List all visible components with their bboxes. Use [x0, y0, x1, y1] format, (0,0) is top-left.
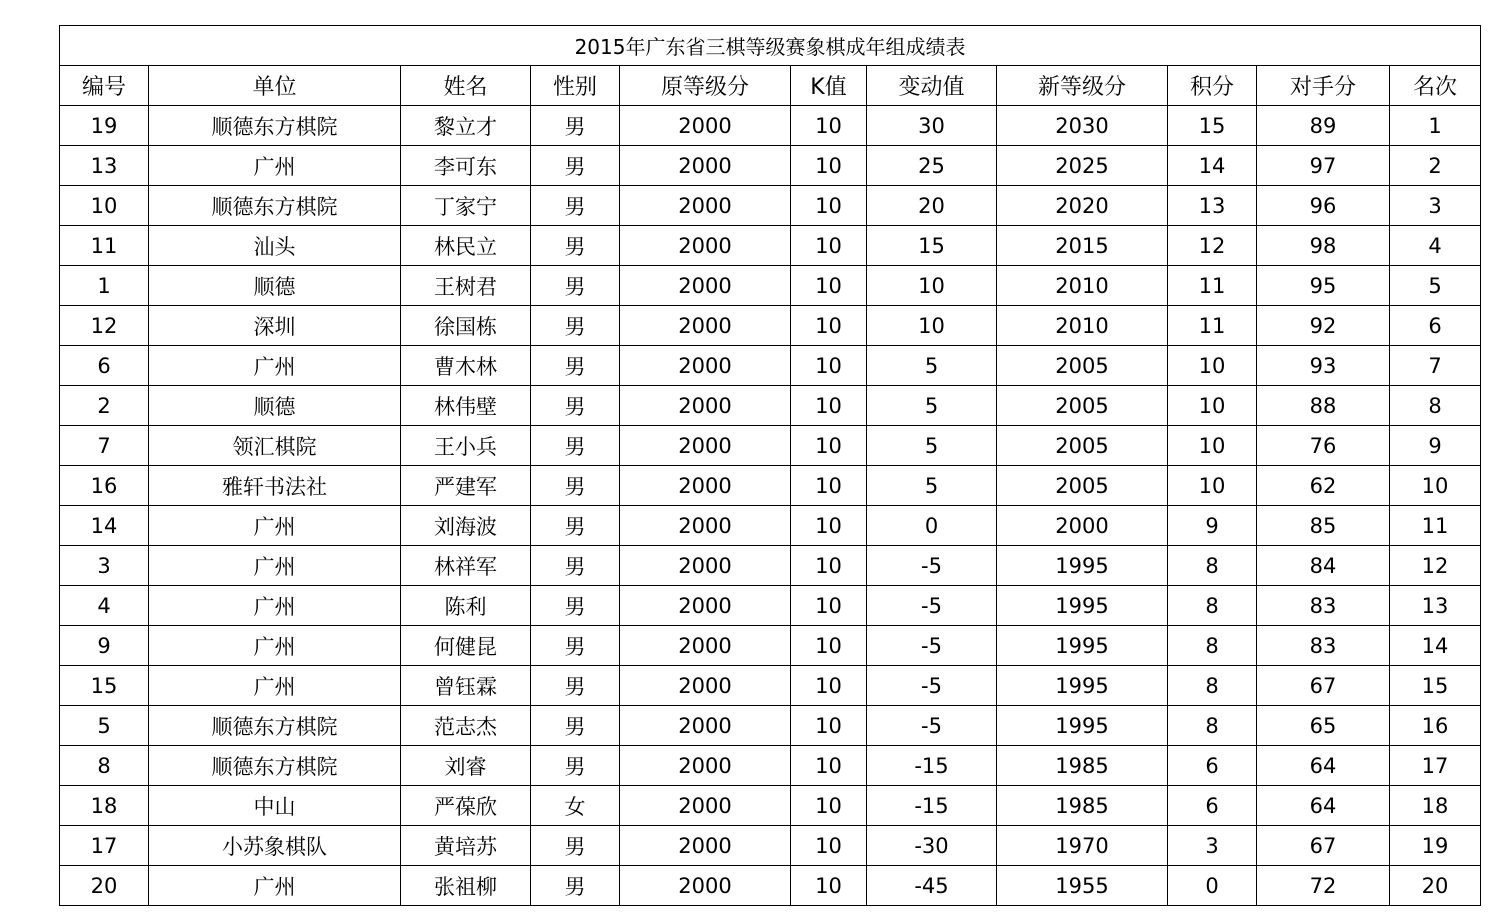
table-row	[60, 666, 1481, 706]
cell-name: 王树君	[401, 266, 531, 306]
cell-name: 刘睿	[401, 746, 531, 786]
cell-name: 黄培苏	[401, 826, 531, 866]
cell-id: 19	[60, 106, 149, 146]
table-row	[60, 866, 1481, 906]
cell-unit: 广州	[149, 546, 401, 586]
cell-name: 林民立	[401, 226, 531, 266]
results-table	[59, 25, 1481, 906]
table-row	[60, 506, 1481, 546]
cell-points: 8	[1168, 666, 1257, 706]
table-row	[60, 626, 1481, 666]
cell-gender: 男	[531, 666, 620, 706]
cell-k-value: 10	[791, 386, 867, 426]
cell-points: 6	[1168, 746, 1257, 786]
cell-gender: 男	[531, 466, 620, 506]
cell-id: 4	[60, 586, 149, 626]
table-row	[60, 546, 1481, 586]
cell-rank: 1	[1390, 106, 1481, 146]
cell-new-rating: 2020	[997, 186, 1168, 226]
cell-new-rating: 1995	[997, 666, 1168, 706]
table-row	[60, 826, 1481, 866]
cell-rating-change: -5	[867, 666, 997, 706]
header-row	[60, 66, 1481, 106]
cell-gender: 男	[531, 626, 620, 666]
results-body	[60, 106, 1481, 906]
cell-new-rating: 2025	[997, 146, 1168, 186]
cell-gender: 男	[531, 586, 620, 626]
cell-points: 8	[1168, 586, 1257, 626]
cell-points: 8	[1168, 706, 1257, 746]
cell-opponent-score: 92	[1257, 306, 1390, 346]
cell-k-value: 10	[791, 786, 867, 826]
cell-new-rating: 1985	[997, 786, 1168, 826]
cell-rating-change: 30	[867, 106, 997, 146]
cell-rating-change: 10	[867, 306, 997, 346]
table-row	[60, 386, 1481, 426]
cell-k-value: 10	[791, 346, 867, 386]
cell-rating-change: 5	[867, 466, 997, 506]
cell-name: 曾钰霖	[401, 666, 531, 706]
cell-rank: 17	[1390, 746, 1481, 786]
cell-new-rating: 1985	[997, 746, 1168, 786]
cell-opponent-score: 72	[1257, 866, 1390, 906]
cell-name: 徐国栋	[401, 306, 531, 346]
cell-opponent-score: 97	[1257, 146, 1390, 186]
cell-name: 刘海波	[401, 506, 531, 546]
cell-unit: 顺德	[149, 266, 401, 306]
column-header-k-value: K值	[791, 66, 867, 106]
cell-unit: 顺德东方棋院	[149, 746, 401, 786]
cell-gender: 男	[531, 226, 620, 266]
cell-name: 陈利	[401, 586, 531, 626]
cell-name: 林伟壁	[401, 386, 531, 426]
cell-original-rating: 2000	[620, 346, 791, 386]
cell-points: 12	[1168, 226, 1257, 266]
column-header-original-rating: 原等级分	[620, 66, 791, 106]
table-title: 2015年广东省三棋等级赛象棋成年组成绩表	[60, 26, 1481, 66]
cell-original-rating: 2000	[620, 866, 791, 906]
cell-name: 范志杰	[401, 706, 531, 746]
cell-gender: 男	[531, 426, 620, 466]
column-header-rating-change: 变动值	[867, 66, 997, 106]
table-row	[60, 706, 1481, 746]
cell-k-value: 10	[791, 546, 867, 586]
cell-rank: 14	[1390, 626, 1481, 666]
cell-k-value: 10	[791, 586, 867, 626]
cell-original-rating: 2000	[620, 746, 791, 786]
cell-points: 9	[1168, 506, 1257, 546]
cell-unit: 广州	[149, 626, 401, 666]
cell-new-rating: 1955	[997, 866, 1168, 906]
cell-points: 10	[1168, 466, 1257, 506]
cell-points: 10	[1168, 346, 1257, 386]
table-row	[60, 266, 1481, 306]
cell-rank: 10	[1390, 466, 1481, 506]
column-header-unit: 单位	[149, 66, 401, 106]
cell-unit: 中山	[149, 786, 401, 826]
cell-rating-change: 5	[867, 346, 997, 386]
cell-gender: 男	[531, 306, 620, 346]
cell-k-value: 10	[791, 226, 867, 266]
cell-new-rating: 1995	[997, 546, 1168, 586]
cell-rank: 18	[1390, 786, 1481, 826]
cell-id: 17	[60, 826, 149, 866]
cell-opponent-score: 93	[1257, 346, 1390, 386]
cell-gender: 男	[531, 866, 620, 906]
cell-unit: 广州	[149, 586, 401, 626]
cell-gender: 女	[531, 786, 620, 826]
cell-opponent-score: 64	[1257, 746, 1390, 786]
cell-opponent-score: 84	[1257, 546, 1390, 586]
cell-k-value: 10	[791, 306, 867, 346]
cell-original-rating: 2000	[620, 826, 791, 866]
cell-rating-change: 15	[867, 226, 997, 266]
cell-rating-change: 5	[867, 386, 997, 426]
cell-rating-change: -15	[867, 746, 997, 786]
cell-rank: 16	[1390, 706, 1481, 746]
cell-id: 2	[60, 386, 149, 426]
cell-rank: 19	[1390, 826, 1481, 866]
column-header-opponent-score: 对手分	[1257, 66, 1390, 106]
cell-name: 林祥军	[401, 546, 531, 586]
title-row	[60, 26, 1481, 66]
cell-opponent-score: 98	[1257, 226, 1390, 266]
column-header-id: 编号	[60, 66, 149, 106]
table-row	[60, 426, 1481, 466]
cell-points: 8	[1168, 626, 1257, 666]
cell-original-rating: 2000	[620, 226, 791, 266]
cell-rank: 15	[1390, 666, 1481, 706]
cell-original-rating: 2000	[620, 186, 791, 226]
cell-name: 曹木林	[401, 346, 531, 386]
cell-original-rating: 2000	[620, 386, 791, 426]
table-row	[60, 186, 1481, 226]
cell-gender: 男	[531, 106, 620, 146]
cell-unit: 广州	[149, 506, 401, 546]
table-row	[60, 146, 1481, 186]
cell-new-rating: 2005	[997, 466, 1168, 506]
cell-new-rating: 1970	[997, 826, 1168, 866]
cell-k-value: 10	[791, 266, 867, 306]
cell-rating-change: -5	[867, 546, 997, 586]
cell-unit: 小苏象棋队	[149, 826, 401, 866]
cell-rank: 12	[1390, 546, 1481, 586]
cell-original-rating: 2000	[620, 706, 791, 746]
cell-name: 王小兵	[401, 426, 531, 466]
cell-rating-change: 10	[867, 266, 997, 306]
cell-points: 14	[1168, 146, 1257, 186]
cell-id: 18	[60, 786, 149, 826]
cell-points: 10	[1168, 426, 1257, 466]
cell-points: 11	[1168, 266, 1257, 306]
table-row	[60, 786, 1481, 826]
cell-opponent-score: 83	[1257, 626, 1390, 666]
cell-k-value: 10	[791, 186, 867, 226]
cell-rating-change: 0	[867, 506, 997, 546]
cell-rank: 6	[1390, 306, 1481, 346]
table-row	[60, 306, 1481, 346]
cell-id: 15	[60, 666, 149, 706]
cell-unit: 汕头	[149, 226, 401, 266]
cell-rating-change: -5	[867, 706, 997, 746]
cell-id: 11	[60, 226, 149, 266]
cell-id: 5	[60, 706, 149, 746]
cell-k-value: 10	[791, 106, 867, 146]
cell-points: 13	[1168, 186, 1257, 226]
cell-unit: 顺德东方棋院	[149, 106, 401, 146]
cell-rank: 3	[1390, 186, 1481, 226]
cell-points: 11	[1168, 306, 1257, 346]
cell-new-rating: 2015	[997, 226, 1168, 266]
cell-original-rating: 2000	[620, 586, 791, 626]
results-sheet	[59, 25, 1480, 906]
cell-opponent-score: 76	[1257, 426, 1390, 466]
cell-name: 丁家宁	[401, 186, 531, 226]
cell-opponent-score: 89	[1257, 106, 1390, 146]
cell-name: 何健昆	[401, 626, 531, 666]
cell-gender: 男	[531, 506, 620, 546]
cell-opponent-score: 62	[1257, 466, 1390, 506]
cell-k-value: 10	[791, 626, 867, 666]
cell-new-rating: 2000	[997, 506, 1168, 546]
cell-unit: 顺德东方棋院	[149, 706, 401, 746]
cell-new-rating: 1995	[997, 586, 1168, 626]
cell-new-rating: 1995	[997, 626, 1168, 666]
cell-original-rating: 2000	[620, 146, 791, 186]
cell-id: 10	[60, 186, 149, 226]
cell-k-value: 10	[791, 506, 867, 546]
cell-gender: 男	[531, 346, 620, 386]
cell-original-rating: 2000	[620, 426, 791, 466]
cell-points: 8	[1168, 546, 1257, 586]
cell-id: 9	[60, 626, 149, 666]
cell-rating-change: 25	[867, 146, 997, 186]
cell-opponent-score: 96	[1257, 186, 1390, 226]
cell-opponent-score: 95	[1257, 266, 1390, 306]
cell-gender: 男	[531, 826, 620, 866]
cell-rank: 9	[1390, 426, 1481, 466]
cell-gender: 男	[531, 746, 620, 786]
cell-rank: 7	[1390, 346, 1481, 386]
cell-unit: 广州	[149, 666, 401, 706]
cell-points: 15	[1168, 106, 1257, 146]
cell-opponent-score: 88	[1257, 386, 1390, 426]
cell-rank: 4	[1390, 226, 1481, 266]
table-row	[60, 466, 1481, 506]
cell-id: 1	[60, 266, 149, 306]
cell-unit: 顺德	[149, 386, 401, 426]
cell-k-value: 10	[791, 426, 867, 466]
cell-points: 3	[1168, 826, 1257, 866]
cell-k-value: 10	[791, 146, 867, 186]
cell-opponent-score: 67	[1257, 666, 1390, 706]
table-row	[60, 746, 1481, 786]
cell-opponent-score: 64	[1257, 786, 1390, 826]
cell-id: 7	[60, 426, 149, 466]
cell-new-rating: 1995	[997, 706, 1168, 746]
cell-new-rating: 2005	[997, 426, 1168, 466]
cell-rank: 11	[1390, 506, 1481, 546]
column-header-gender: 性别	[531, 66, 620, 106]
cell-k-value: 10	[791, 866, 867, 906]
cell-original-rating: 2000	[620, 666, 791, 706]
cell-original-rating: 2000	[620, 466, 791, 506]
cell-opponent-score: 67	[1257, 826, 1390, 866]
cell-gender: 男	[531, 706, 620, 746]
table-row	[60, 106, 1481, 146]
cell-rank: 20	[1390, 866, 1481, 906]
cell-id: 20	[60, 866, 149, 906]
cell-unit: 广州	[149, 346, 401, 386]
column-header-new-rating: 新等级分	[997, 66, 1168, 106]
cell-rank: 2	[1390, 146, 1481, 186]
cell-unit: 顺德东方棋院	[149, 186, 401, 226]
cell-original-rating: 2000	[620, 786, 791, 826]
column-header-name: 姓名	[401, 66, 531, 106]
cell-original-rating: 2000	[620, 266, 791, 306]
cell-rating-change: 20	[867, 186, 997, 226]
cell-original-rating: 2000	[620, 506, 791, 546]
cell-rating-change: -30	[867, 826, 997, 866]
cell-unit: 广州	[149, 866, 401, 906]
column-header-rank: 名次	[1390, 66, 1481, 106]
cell-new-rating: 2005	[997, 386, 1168, 426]
cell-rating-change: 5	[867, 426, 997, 466]
cell-name: 张祖柳	[401, 866, 531, 906]
cell-rating-change: -45	[867, 866, 997, 906]
cell-k-value: 10	[791, 466, 867, 506]
cell-name: 李可东	[401, 146, 531, 186]
cell-unit: 雅轩书法社	[149, 466, 401, 506]
cell-rank: 8	[1390, 386, 1481, 426]
cell-original-rating: 2000	[620, 106, 791, 146]
cell-original-rating: 2000	[620, 626, 791, 666]
cell-id: 13	[60, 146, 149, 186]
cell-new-rating: 2010	[997, 266, 1168, 306]
cell-id: 3	[60, 546, 149, 586]
cell-id: 8	[60, 746, 149, 786]
cell-rating-change: -5	[867, 626, 997, 666]
cell-gender: 男	[531, 186, 620, 226]
cell-rating-change: -5	[867, 586, 997, 626]
cell-new-rating: 2030	[997, 106, 1168, 146]
cell-k-value: 10	[791, 746, 867, 786]
cell-id: 6	[60, 346, 149, 386]
cell-new-rating: 2005	[997, 346, 1168, 386]
cell-new-rating: 2010	[997, 306, 1168, 346]
cell-name: 黎立才	[401, 106, 531, 146]
table-row	[60, 226, 1481, 266]
cell-k-value: 10	[791, 826, 867, 866]
cell-gender: 男	[531, 546, 620, 586]
cell-opponent-score: 85	[1257, 506, 1390, 546]
cell-name: 严建军	[401, 466, 531, 506]
cell-original-rating: 2000	[620, 306, 791, 346]
cell-original-rating: 2000	[620, 546, 791, 586]
cell-opponent-score: 65	[1257, 706, 1390, 746]
cell-unit: 深圳	[149, 306, 401, 346]
cell-points: 6	[1168, 786, 1257, 826]
cell-id: 16	[60, 466, 149, 506]
cell-gender: 男	[531, 266, 620, 306]
cell-gender: 男	[531, 146, 620, 186]
table-row	[60, 586, 1481, 626]
cell-id: 12	[60, 306, 149, 346]
cell-points: 10	[1168, 386, 1257, 426]
cell-name: 严葆欣	[401, 786, 531, 826]
column-header-points: 积分	[1168, 66, 1257, 106]
cell-k-value: 10	[791, 706, 867, 746]
cell-unit: 领汇棋院	[149, 426, 401, 466]
cell-rank: 13	[1390, 586, 1481, 626]
cell-rank: 5	[1390, 266, 1481, 306]
cell-gender: 男	[531, 386, 620, 426]
cell-id: 14	[60, 506, 149, 546]
cell-opponent-score: 83	[1257, 586, 1390, 626]
cell-unit: 广州	[149, 146, 401, 186]
table-row	[60, 346, 1481, 386]
cell-points: 0	[1168, 866, 1257, 906]
cell-k-value: 10	[791, 666, 867, 706]
cell-rating-change: -15	[867, 786, 997, 826]
